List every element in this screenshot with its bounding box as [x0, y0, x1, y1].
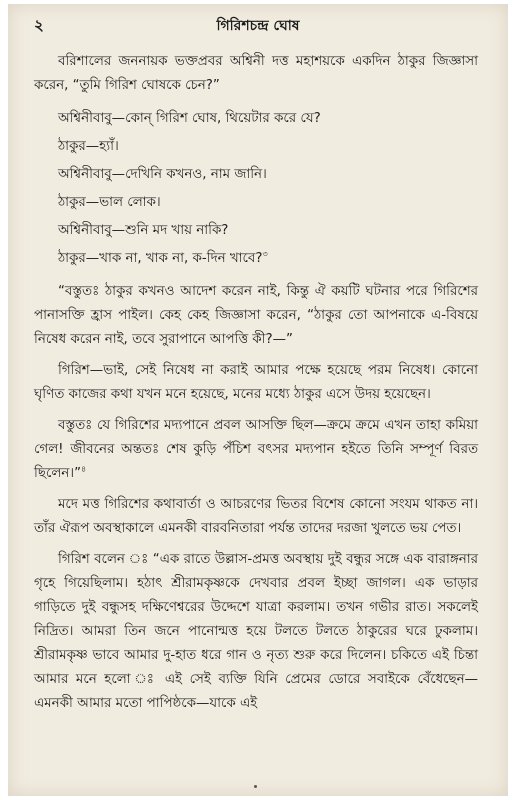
- dialogue-line-with-footnote: [34, 247, 478, 271]
- dialogue-line: অশ্বিনীবাবু—দেখিনি কখনও, নাম জানি।: [58, 167, 267, 182]
- page-number: ২: [34, 16, 44, 34]
- paragraph-girish-reply: গিরিশ—ভাই, সেই নিষেধ না করাই আমার পক্ষে হয়েছে পরম নিষেধ। কোনো ঘৃণিত কাজের কথা যখন মনে হয়েছে, মনের মধ্যে ঠাকুর এসে উদয় হয়েছেন।: [34, 363, 478, 402]
- dialogue-text: ঠাকুর—খাক না, খাক না, ক-দিন খাবে?: [58, 251, 263, 266]
- paragraph-girish-account: গিরিশ বলেন ঃ “এক রাতে উল্লাস-প্রমত্ত অবস্থায় দুই বন্ধুর সঙ্গে এক বারাঙ্গনার গৃহে গিয়েছিলাম। হঠাৎ শ্রীরামকৃষ্ণকে দেখবার প্রবল ইচ্ছা জাগল। এক ভাড়ার গাড়িতে দুই বন্ধুসহ দক্ষিণেশ্বরের উদ্দেশে যাত্রা করলাম। তখন গভীর রাত। সকলেই নিদ্রিত। আমরা তিন জনে পানোন্মত্ত হয়ে টলতে টলতে ঠাকুরের ঘরে ঢুকলাম। শ্রীরামকৃষ্ণ ভাবে আমার দু-হাত ধরে গান ও নৃত্য শুরু করে দিলেন। চকিতে এই চিন্তা আমার মনে হলো ঃ এই সেই ব্যক্তি যিনি প্রেমের ডোরে সবাইকে বেঁধেছেন—এমনকী আমার মতো পাপিষ্ঠকে—যাকে এই: [34, 552, 478, 711]
- paragraph-with-footnote: [34, 414, 478, 486]
- paragraph-text: বস্তুতঃ যে গিরিশের মদ্যপানে প্রবল আসক্তি ছিল—ক্রমে ক্রমে এখন তাহা কমিয়া গেল! জীবনের অন্ততঃ শেষ কুড়ি পঁচিশ বৎসর মদ্যপান হইতে তিনি সম্পূর্ণ বিরত ছিলেন।”: [34, 418, 478, 481]
- dialogue-line: অশ্বিনীবাবু—শুনি মদ খায় নাকি?: [58, 223, 229, 238]
- footnote-marker[interactable]: ৩: [262, 249, 268, 259]
- dialogue-line: ঠাকুর—হ্যাঁ।: [58, 139, 119, 154]
- paragraph-intro: বরিশালের জননায়ক ভক্তপ্রবর অশ্বিনী দত্ত মহাশয়কে একদিন ঠাকুর জিজ্ঞাসা করেন, “তুমি গিরিশ ঘোষকে চেন?”: [34, 54, 478, 93]
- dialogue-line: অশ্বিনীবাবু—কোন্ গিরিশ ঘোষ, থিয়েটার করে যে?: [58, 111, 321, 126]
- footnote-marker[interactable]: ৪: [81, 464, 87, 474]
- dialogue-line: ঠাকুর—ভাল লোক।: [58, 195, 161, 210]
- book-page: [8, 4, 508, 796]
- paragraph-quote: “বস্তুতঃ ঠাকুর কখনও আদেশ করেন নাই, কিন্তু ঐ কয়টি ঘটনার পরে গিরিশের পানাসক্তি হ্রাস পাইল। কেহ কেহ জিজ্ঞাসা করেন, “ঠাকুর তো আপনাকে এ-বিষয়ে নিষেধ করেন নাই, তবে সুরাপানে আপত্তি কী?—”: [34, 284, 478, 347]
- page-header: [34, 14, 482, 38]
- paragraph-conduct: মদে মত্ত গিরিশের কথাবার্তা ও আচরণের ভিতর বিশেষ কোনো সংযম থাকত না। তাঁর ঐরূপ অবস্থাকালে এমনকী বারবনিতারা পর্যন্ত তাদের দরজা খুলতে ভয় পেত।: [34, 497, 478, 536]
- page-body: [34, 50, 478, 723]
- running-title: গিরিশচন্দ্র ঘোষ: [216, 18, 300, 34]
- paper-speck: [254, 785, 257, 788]
